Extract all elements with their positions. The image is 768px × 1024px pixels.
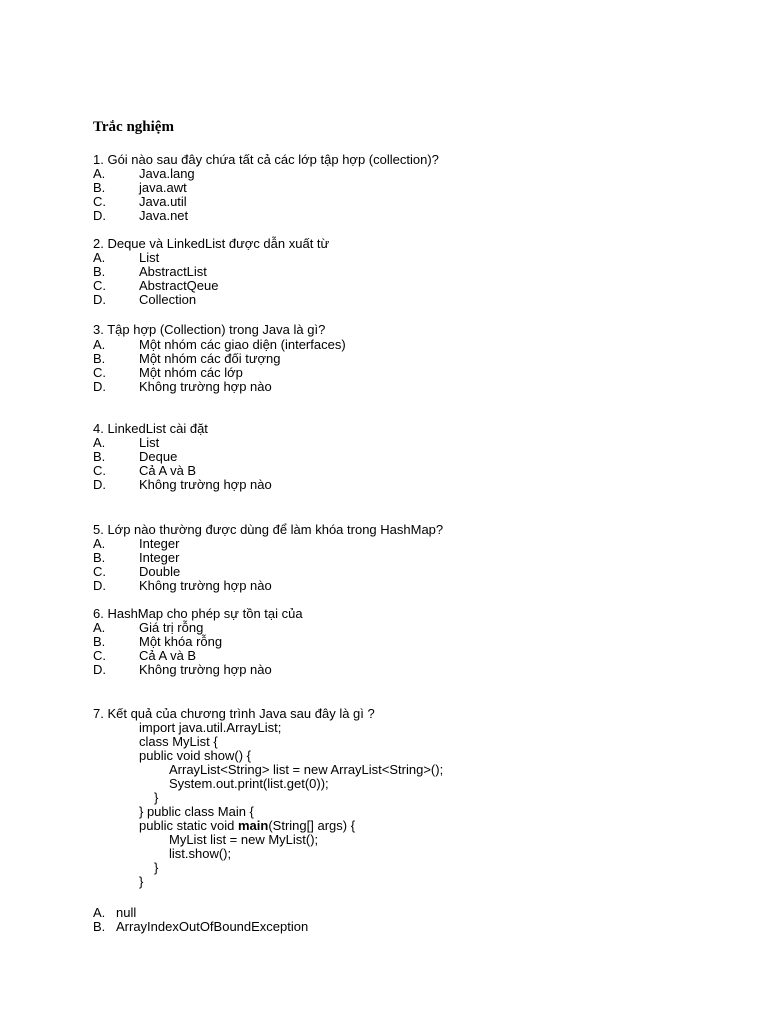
question-5: 5. Lớp nào thường được dùng để làm khóa trong HashMap? bbox=[93, 522, 444, 537]
option-5b: B. Integer bbox=[93, 550, 180, 565]
option-2d: D. Collection bbox=[93, 292, 197, 307]
code-line: } bbox=[154, 790, 159, 805]
code-line: System.out.print(list.get(0)); bbox=[169, 776, 329, 791]
option-4d: D. Không trường hợp nào bbox=[93, 477, 272, 492]
code-line: class MyList { bbox=[139, 734, 218, 749]
code-line: MyList list = new MyList(); bbox=[169, 832, 319, 847]
option-6d: D. Không trường hợp nào bbox=[93, 662, 272, 677]
code-line: ArrayList<String> list = new ArrayList<String>(); bbox=[169, 762, 444, 777]
question-1: 1. Gói nào sau đây chứa tất cả các lớp tập hợp (collection)? bbox=[93, 152, 439, 167]
option-5a: A. Integer bbox=[93, 536, 180, 551]
question-4: 4. LinkedList cài đặt bbox=[93, 421, 208, 436]
question-3: 3. Tập hợp (Collection) trong Java là gì? bbox=[93, 322, 326, 337]
code-line: list.show(); bbox=[169, 846, 232, 861]
option-2a: A. List bbox=[93, 250, 160, 265]
option-3a: A. Một nhóm các giao diện (interfaces) bbox=[93, 337, 346, 352]
option-7b: B. ArrayIndexOutOfBoundException bbox=[93, 919, 309, 934]
code-line: public static void main(String[] args) { bbox=[139, 818, 356, 833]
code-keyword-main: main bbox=[238, 818, 269, 833]
option-1d: D. Java.net bbox=[93, 208, 189, 223]
option-1c: C. Java.util bbox=[93, 194, 187, 209]
option-3d: D. Không trường hợp nào bbox=[93, 379, 272, 394]
option-3c: C. Một nhóm các lớp bbox=[93, 365, 243, 380]
option-4b: B. Deque bbox=[93, 449, 178, 464]
code-line: import java.util.ArrayList; bbox=[139, 720, 282, 735]
option-7a: A. null bbox=[93, 905, 137, 920]
code-line: } bbox=[139, 874, 144, 889]
question-2: 2. Deque và LinkedList được dẫn xuất từ bbox=[93, 236, 330, 251]
option-5d: D. Không trường hợp nào bbox=[93, 578, 272, 593]
code-line: } public class Main { bbox=[139, 804, 254, 819]
page-title: Trắc nghiệm bbox=[93, 119, 174, 135]
option-1b: B. java.awt bbox=[93, 180, 187, 195]
option-3b: B. Một nhóm các đối tượng bbox=[93, 351, 281, 366]
option-4a: A. List bbox=[93, 435, 160, 450]
option-6c: C. Cả A và B bbox=[93, 648, 197, 663]
code-line: public void show() { bbox=[139, 748, 251, 763]
question-6: 6. HashMap cho phép sự tồn tại của bbox=[93, 606, 303, 621]
option-5c: C. Double bbox=[93, 564, 181, 579]
code-line: } bbox=[154, 860, 159, 875]
option-2c: C. AbstractQeue bbox=[93, 278, 219, 293]
option-6a: A. Giá trị rỗng bbox=[93, 620, 204, 635]
option-2b: B. AbstractList bbox=[93, 264, 207, 279]
option-1a: A. Java.lang bbox=[93, 166, 195, 181]
option-6b: B. Một khóa rỗng bbox=[93, 634, 223, 649]
question-7: 7. Kết quả của chương trình Java sau đây là gì ? bbox=[93, 706, 375, 721]
option-4c: C. Cả A và B bbox=[93, 463, 197, 478]
